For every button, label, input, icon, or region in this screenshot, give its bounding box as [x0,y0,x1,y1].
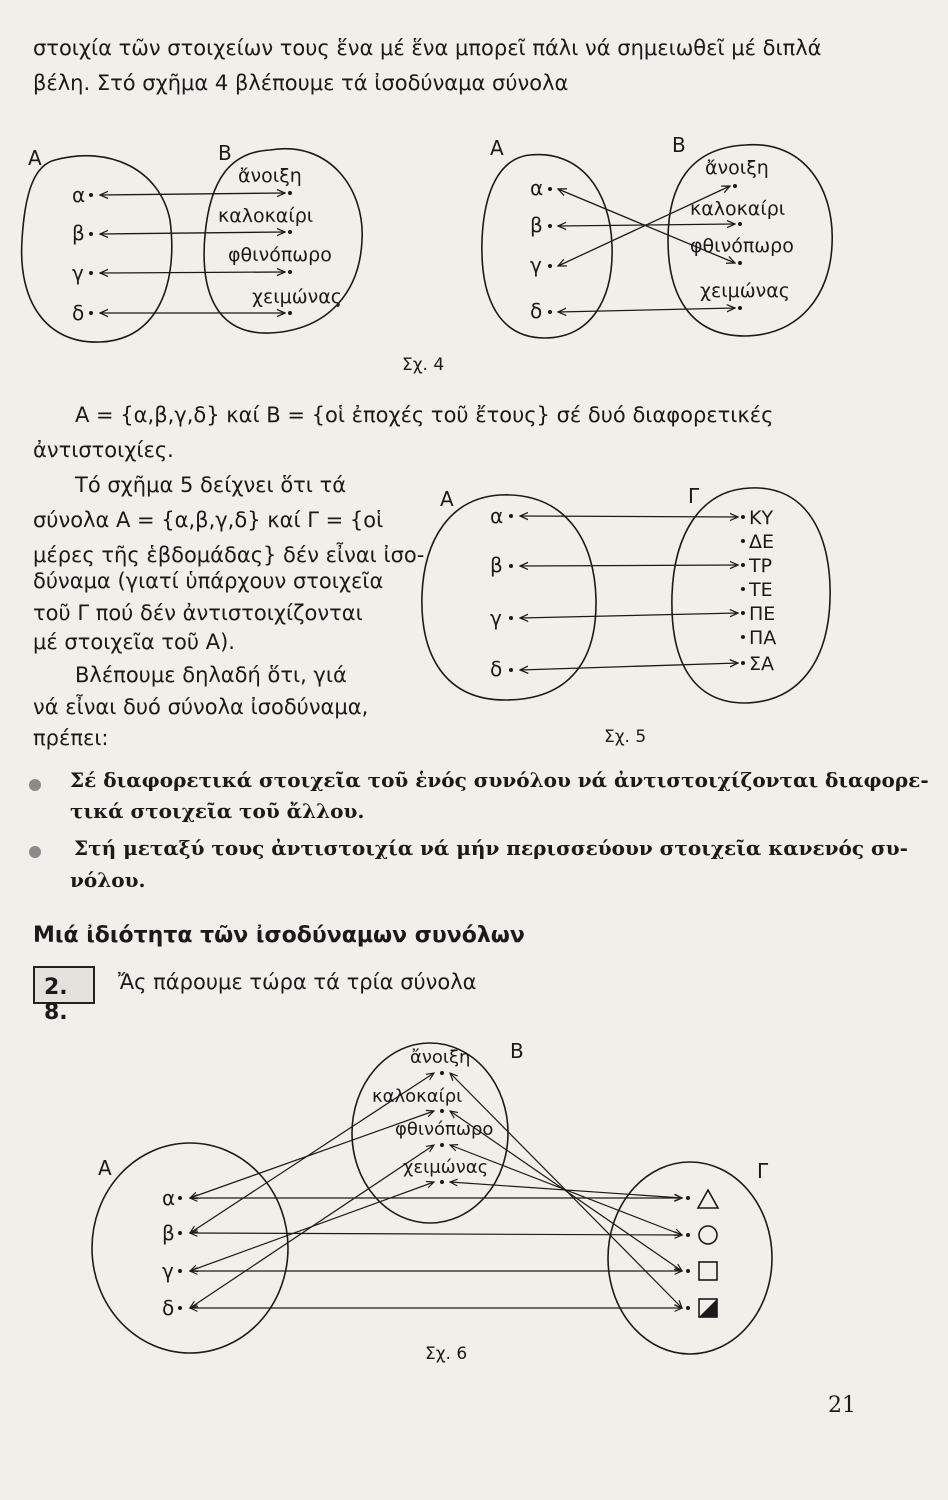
para2-line-1: Τό σχῆμα 5 δείχνει ὅτι τά [75,473,347,497]
fig5-day-tue: ΤΡ [749,555,773,577]
fig5-day-fri: ΠΑ [749,627,777,649]
fig5-day-wed: ΤΕ [749,579,773,601]
fig6-set-b-label: Β [510,1039,524,1063]
fig4-right-elem-alpha: α [530,176,544,200]
fig6-season-winter: χειμώνας [403,1157,489,1178]
para2-line-3: μέρες τῆς ἑβδομάδας} δέν εἶναι ἰσο- [33,543,425,567]
fig5-day-thu: ΠΕ [749,603,776,625]
fig6-season-spring: ἄνοιξη [410,1047,471,1068]
triangle-icon [698,1190,718,1208]
fig4-left-elem-gamma: γ [72,261,84,285]
fig6-set-a-blob [92,1143,288,1353]
fig6-set-g-label: Γ [757,1159,769,1183]
fig5-elem-beta: β [490,553,503,577]
fig4-left-season-autumn: φθινόπωρο [228,244,332,266]
fig6-season-summer: καλοκαίρι [372,1086,463,1107]
fig4-left-season-spring: ἄνοιξη [238,165,302,187]
fig5-day-mon: ΔΕ [749,531,775,553]
fig6-arrow-bg-2 [450,1111,682,1271]
fig6-arrow-ab-1 [190,1111,434,1198]
fig5-elem-delta: δ [490,657,503,681]
fig4-left-elem-delta: δ [72,301,85,325]
fig6-caption: Σχ. 6 [425,1344,468,1364]
para2-line-5: τοῦ Γ πού δέν ἀντιστοιχίζονται [33,601,363,625]
fig4-left-set-b-label: Β [218,141,232,165]
fig4-left-elem-beta: β [72,221,85,245]
fig6-set-a-label: Α [98,1156,112,1180]
fig6-elem-gamma: γ [162,1259,174,1283]
fig6-elem-alpha: α [162,1186,176,1210]
fig5-elem-alpha: α [490,504,504,528]
fig4-right-season-autumn: φθινόπωρο [690,235,794,257]
page-number: 21 [828,1393,856,1418]
rule1-line-1: Σέ διαφορετικά στοιχεῖα τοῦ ἑνός συνόλου νά ἀντιστοιχίζονται διαφορε- [70,768,929,792]
fig4-left-season-winter: χειμώνας [252,286,342,308]
section-number: 2. 8. [44,975,68,1025]
fig4-left-season-summer: καλοκαίρι [218,205,314,227]
para3-line-2: νά εἶναι δυό σύνολα ἰσοδύναμα, [33,695,369,719]
fig4-right-elem-delta: δ [530,299,543,323]
fig4-right-season-spring: ἄνοιξη [705,157,769,179]
fig4-caption: Σχ. 4 [402,355,445,375]
fig4-right-set-a-label: Α [490,136,504,160]
intro-line-2: βέλη. Στό σχῆμα 4 βλέπουμε τά ἰσοδύναμα σύνολα [33,71,569,95]
fig4-left-set-a-label: Α [28,146,42,170]
fig6-arrow-bg-4 [450,1182,682,1198]
para2-line-2: σύνολα Α = {α,β,γ,δ} καί Γ = {οἱ [33,508,384,532]
para3-line-1: Βλέπουμε δηλαδή ὅτι, γιά [75,663,347,687]
para3-line-3: πρέπει: [33,726,109,750]
intro-line-1: στοιχία τῶν στοιχείων τους ἕνα μέ ἕνα μπορεῖ πάλι νά σημειωθεῖ μέ διπλά [33,36,822,60]
fig5-set-g-label: Γ [688,484,700,508]
fig6-arrow-ab-4 [190,1145,434,1308]
fig5-set-a-label: Α [440,487,454,511]
square-icon [699,1262,717,1280]
fig5-caption: Σχ. 5 [604,727,647,747]
circle-icon [699,1226,717,1244]
fig6-elem-beta: β [162,1221,175,1245]
rule2-line-2: νόλου. [70,868,146,892]
fig4-right-elem-beta: β [530,213,543,237]
fig5-elem-gamma: γ [490,606,502,630]
fig6-season-autumn: φθινόπωρο [395,1119,494,1140]
fig4-right-set-b-label: Β [672,133,686,157]
half-filled-square-icon [699,1299,717,1317]
section-text: Ἄς πάρουμε τώρα τά τρία σύνολα [118,970,477,994]
fig4-left-elem-alpha: α [72,183,86,207]
para1-line-1: Α = {α,β,γ,δ} καί Β = {οἱ ἐποχές τοῦ ἔτους} σέ δυό διαφορετικές [75,403,774,427]
fig5-day-sat: ΣΑ [749,653,775,675]
fig4-right-season-summer: καλοκαίρι [690,198,786,220]
fig6-arrow-ab-2 [190,1073,434,1233]
fig6-elem-delta: δ [162,1296,175,1320]
para1-line-2: ἀντιστοιχίες. [33,438,174,462]
rule1-line-2: τικά στοιχεῖα τοῦ ἄλλου. [70,799,365,823]
fig4-right-season-winter: χειμώνας [700,280,790,302]
para2-line-4: δύναμα (γιατί ὑπάρχουν στοιχεῖα [33,569,384,593]
rule2-line-1: Στή μεταξύ τους ἀντιστοιχία νά μήν περισσεύουν στοιχεῖα κανενός συ- [74,836,908,860]
fig5-day-sun: ΚΥ [749,507,774,529]
para2-line-6: μέ στοιχεῖα τοῦ Α). [33,630,235,654]
section-heading: Μιά ἰδιότητα τῶν ἰσοδύναμων συνόλων [33,923,525,948]
fig4-right-elem-gamma: γ [530,253,542,277]
